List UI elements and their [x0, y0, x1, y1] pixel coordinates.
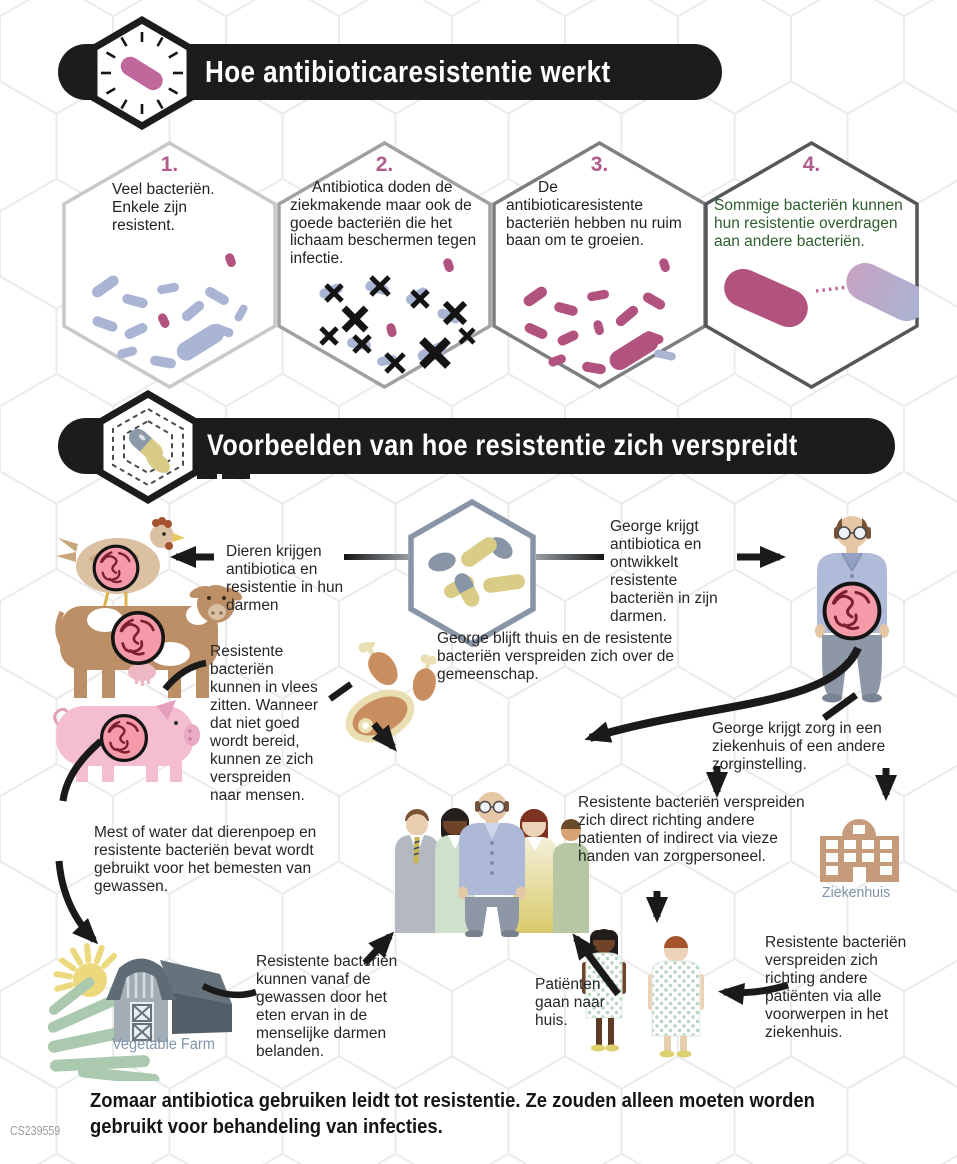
step-hexagon-1: [62, 141, 277, 389]
barn-icon: [106, 959, 232, 1043]
step-text: Antibiotica doden de ziekmakende maar ook de goede bacteriën die het lichaam beschermen tegen infectie.: [290, 179, 477, 268]
step-number: 3.: [590, 153, 609, 176]
intestines-icon: [94, 546, 138, 590]
george-home-text: George blijft thuis en de resistente bacteriën verspreiden zich over de gemeenschap.: [437, 630, 674, 683]
chicken-icon: [56, 517, 185, 608]
step-text: Veel bacteriën. Enkele zijn resistent.: [112, 181, 215, 234]
bacteria-burst-icon: [90, 16, 194, 130]
care-text: George krijgt zorg in een ziekenhuis of een andere zorginstelling.: [712, 720, 886, 773]
intestines-icon: [102, 716, 147, 761]
crops-text: Resistente bacteriën kunnen vanaf de gewassen door het eten ervan in de menselijke darmen belanden.: [256, 953, 398, 1060]
clipped-text-artifact: [197, 474, 217, 479]
man-suit-figure: [395, 809, 439, 933]
george-figure: [795, 505, 910, 705]
clipped-text-artifact: [222, 474, 250, 479]
antibiotics-hexagon-icon: [407, 498, 537, 648]
footer-message: Zomaar antibiotica gebruiken leidt tot resistentie. Ze zouden alleen moeten worden gebruikt voor behandeling van infecties.: [90, 1090, 815, 1139]
pill-hexagon-icon: [96, 390, 200, 504]
objects-spread-text: Resistente bacteriën verspreiden zich richting andere patiënten via alle voorwerpen in het ziekenhuis.: [765, 934, 907, 1041]
farm-icon: [48, 916, 243, 1081]
intestines-icon: [825, 584, 880, 639]
step-hexagon-2: [277, 141, 492, 389]
community-group: [385, 745, 600, 937]
george-front-figure: [458, 792, 526, 937]
hospital-icon: [812, 806, 907, 886]
meat-icon: [336, 642, 451, 750]
section1-title: Hoe antibioticaresistentie werkt: [205, 54, 611, 89]
direct-spread-text: Resistente bacteriën verspreiden zich direct richting andere patienten of indirect via vieze handen van zorgpersoneel.: [578, 794, 805, 865]
animals-text: Dieren krijgen antibiotica en resistentie in hun darmen: [226, 543, 344, 614]
step-number: 1.: [160, 153, 179, 176]
step-text: De antibioticaresistente bacteriën hebben nu ruim baan om te groeien.: [506, 179, 682, 250]
step-number: 4.: [802, 153, 821, 176]
section2-title: Voorbeelden van hoe resistentie zich verspreidt: [207, 429, 798, 462]
step-text: Sommige bacteriën kunnen hun resistentie overdragen aan andere bacteriën.: [714, 197, 903, 250]
step-number: 2.: [375, 153, 394, 176]
document-code: CS239559: [10, 1124, 61, 1138]
intestines-icon: [113, 613, 163, 663]
george-gets-text: George krijgt antibiotica en ontwikkelt resistente bacteriën in zijn darmen.: [610, 518, 718, 625]
meat-text: Resistente bacteriën kunnen in vlees zitten. Wanneer dat niet goed wordt bereid, kunnen ze zich verspreiden naar mensen.: [210, 643, 318, 804]
farm-label: Vegetable Farm: [112, 1036, 215, 1053]
manure-text: Mest of water dat dierenpoep en resistente bacteriën bevat wordt gebruikt voor het bemesten van gewassen.: [94, 824, 317, 895]
patients-home-text: Patiënten gaan naar huis.: [535, 976, 605, 1029]
hospital-label: Ziekenhuis: [822, 884, 891, 901]
patient-man-figure: [648, 936, 704, 1058]
pig-icon: [55, 700, 200, 782]
step-hexagon-4: [704, 141, 919, 389]
step-hexagon-3: [492, 141, 707, 389]
